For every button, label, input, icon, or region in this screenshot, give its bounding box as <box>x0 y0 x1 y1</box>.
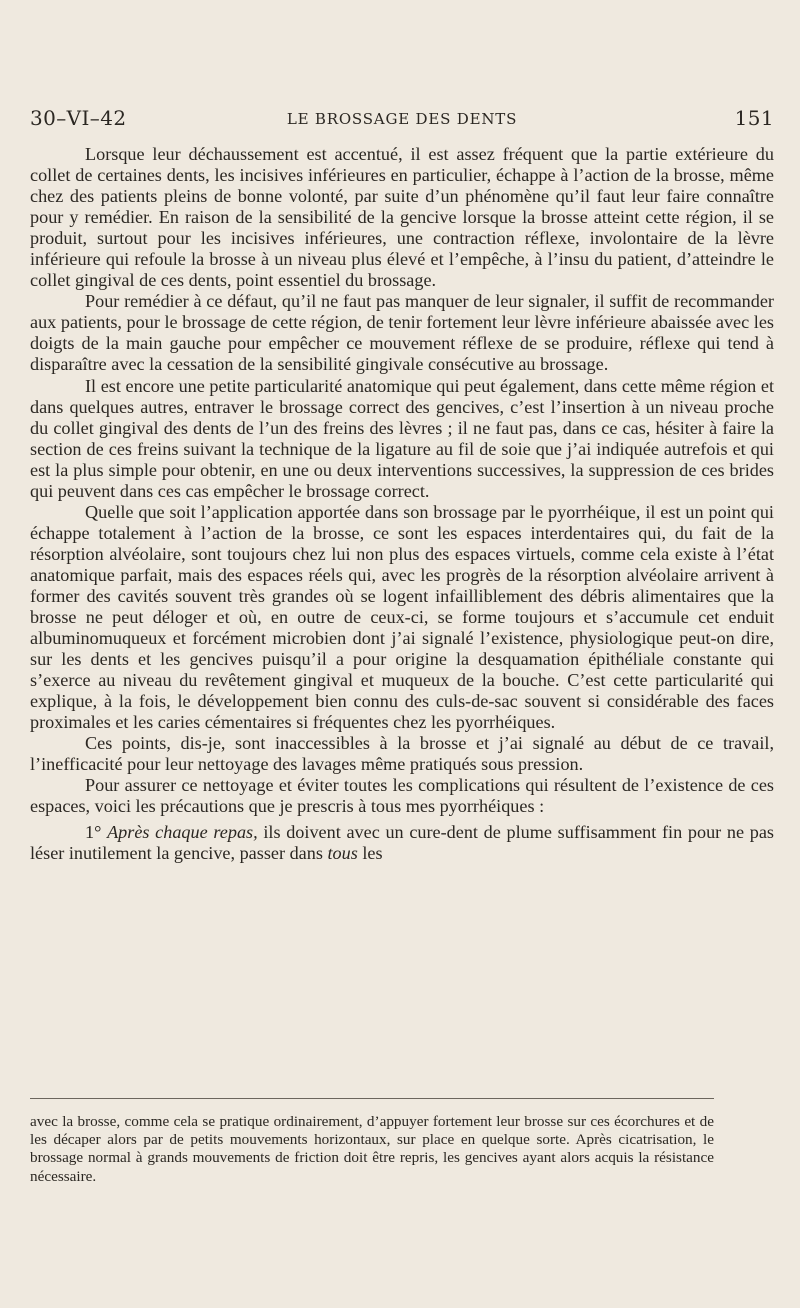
paragraph-text-end: les <box>357 842 383 863</box>
body-text <box>30 144 774 864</box>
item-number: 1° <box>85 821 102 842</box>
paragraph: Quelle que soit l’application apportée dans son brossage par le pyorrhéique, il est un point qui échappe totalement à l’action de la brosse, ce sont les espaces interdentaires qui, du fait de la résorption alvéolaire, sont toujours chez lui non plus des espaces virtuels, comme cela existe à l’état anatomique parfait, mais des espaces réels qui, avec les progrès de la résorption alvéolaire arrivent à former des cavités souvent très grandes où se logent infailliblement des débris alimentaires que la brosse ne peut déloger et où, en outre de ceux-ci, se forme toujours et s’accumule cet enduit albuminomuqueux et forcément microbien dont j’ai signalé l’existence, physiologique peut-on dire, sur les dents et les gencives puisqu’il a pour origine la desquamation épithéliale constante qui s’exerce au niveau du revêtement gingival et muqueux de la bouche. C’est cette particularité qui explique, à la fois, le développement bien connu des culs-de-sac souvent si considérable des faces proximales et les caries cémentaires si fréquentes chez les pyorrhéiques. <box>30 501 774 733</box>
paragraph: Pour remédier à ce défaut, qu’il ne faut pas manquer de leur signaler, il suffit de recommander aux patients, pour le brossage de cette région, de tenir fortement leur lèvre inférieure abaissée avec les doigts de la main gauche pour empêcher ce mouvement réflexe de se produire, réflexe qui tend à disparaître avec la cessation de la sensibilité gingivale consécutive au brossage. <box>30 291 774 375</box>
running-head <box>30 106 774 132</box>
header-title: LE BROSSAGE DES DENTS <box>286 110 518 128</box>
paragraph: Lorsque leur déchaussement est accentué, il est assez fréquent que la partie extérieure du collet de certaines dents, les incisives inférieures en particulier, échappe à l’action de la brosse, même chez des patients pleins de bonne volonté, par suite d’un phénomène qu’il faut leur faire connaître pour y remédier. En raison de la sensibilité de la gencive lorsque la brosse atteint cette région, il se produit, surtout pour les incisives inférieures, une contraction réflexe, involontaire de la lèvre inférieure qui refoule la brosse à un niveau plus élevé et l’empêche, à l’insu du patient, d’atteindre le collet gingival de ces dents, point essentiel du brossage. <box>30 144 774 291</box>
footnote-text: avec la brosse, comme cela se pratique ordinairement, d’appuyer fortement leur brosse sur ces écorchures et de les décaper alors par de petits mouvements horizontaux, sur place en quelque sorte. Après cicatrisation, le brossage normal à grands mouvements de friction doit être repris, les gencives ayant alors acquis la résistance nécessaire. <box>30 1113 714 1185</box>
numbered-paragraph <box>30 822 774 864</box>
paragraph: Il est encore une petite particularité anatomique qui peut également, dans cette même région et dans quelques autres, entraver le brossage correct des gencives, c’est l’insertion à un niveau proche du collet gingival des dents de l’un des freins des lèvres ; il ne faut pas, dans ce cas, hésiter à faire la section de ces freins suivant la technique de la ligature au fil de soie que j’ai indiquée autrefois et qui est la plus simple pour obtenir, en une ou deux interventions successives, la suppression de ces brides qui peuvent dans ces cas empêcher le brossage correct. <box>30 375 774 501</box>
page-number: 151 <box>734 106 774 130</box>
paragraph-text: ils doivent avec un cure-dent de plume suffisamment fin pour ne pas léser inutilement la gencive, passer dans <box>30 821 774 863</box>
footnote <box>30 1113 714 1186</box>
header-date: 30–VI–42 <box>30 106 127 130</box>
footnote-divider <box>30 1098 714 1099</box>
italic-word: tous <box>327 842 358 863</box>
italic-lead: Après chaque repas, <box>107 821 258 842</box>
paragraph: Ces points, dis-je, sont inaccessibles à la brosse et j’ai signalé au début de ce travail, l’inefficacité pour leur nettoyage des lavages même pratiqués sous pression. <box>30 733 774 775</box>
paragraph: Pour assurer ce nettoyage et éviter toutes les complications qui résultent de l’existence de ces espaces, voici les précautions que je prescris à tous mes pyorrhéiques : <box>30 775 774 817</box>
